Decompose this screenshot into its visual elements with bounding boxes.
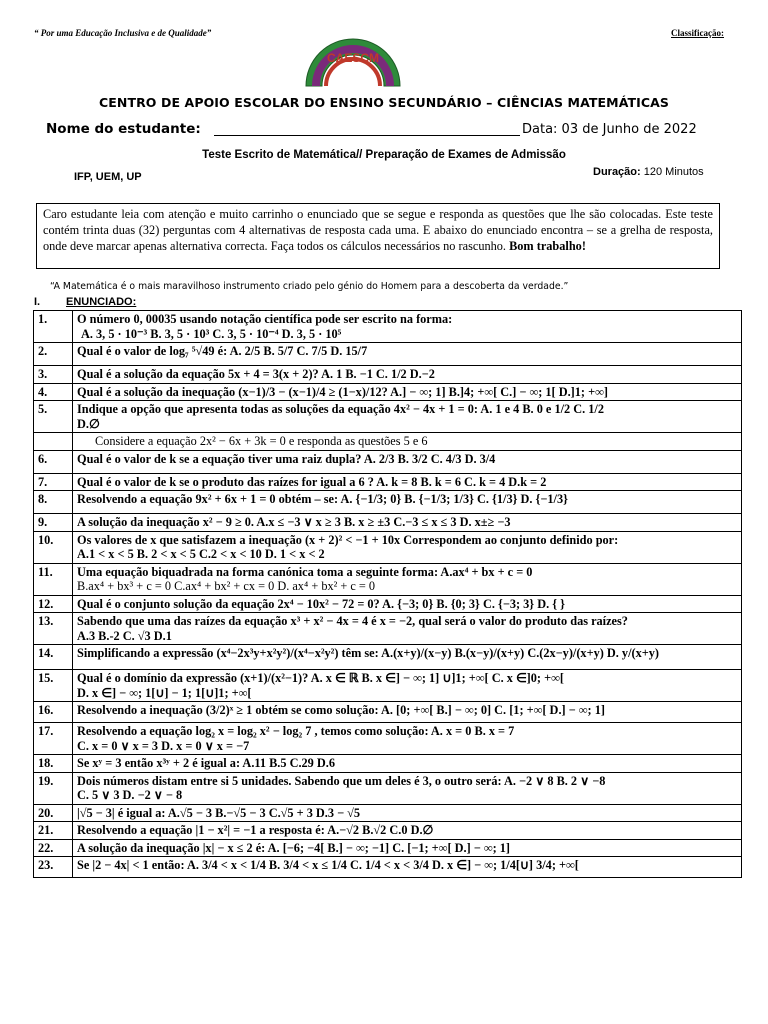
question-number: 20. [34,804,73,822]
table-row [34,311,742,343]
question-options: A. 3, 5 · 10⁻³ B. 3, 5 · 10³ C. 3, 5 · 10⁻⁴ D. 3, 5 · 10⁵ [81,326,342,341]
question-number: 11. [34,563,73,595]
question-text: Indique a opção que apresenta todas as soluções da equação 4x² − 4x + 1 = 0: A. 1 e 4 B. 0 e 1/2 C. 1/2 [77,402,604,416]
question-text: Qual é o valor de log₇ ⁵√49 é: A. 2/5 B. 5/7 C. 7/5 D. 15/7 [73,343,742,366]
question-number: 5. [34,401,73,433]
question-number: 8. [34,491,73,514]
question-text: Qual é o valor de k se a equação tiver uma raiz dupla? A. 2/3 B. 3/2 C. 4/3 D. 3/4 [73,450,742,473]
instructions-text: Caro estudante leia com atenção e muito carrinho o enunciado que se segue e responda as questões que lhe são colocadas. Este teste contém trinta duas (32) perguntas com 4 alternativas de resposta cada uma. E abaixo do enunciado encontra – se a grelha de resposta, onde deve marcar apenas alternativa correcta. Faça todos os cálculos necessários no rascunho. [43,207,713,253]
question-text: Os valores de x que satisfazem a inequação (x + 2)² < −1 + 10x Correspondem ao conjunto definido por: [77,532,619,547]
table-row [34,491,742,514]
question-number: 19. [34,772,73,804]
question-text: Resolvendo a equação 9x² + 6x + 1 = 0 obtém – se: A. {−1/3; 0} B. {−1/3; 1/3} C. {1/3} D. {−1/3} [73,491,742,514]
table-row [34,822,742,840]
question-cell [73,723,742,755]
question-number: 10. [34,531,73,563]
question-options: A.3 B.-2 C. √3 D.1 [77,628,172,643]
question-cell [73,531,742,563]
question-number: 6. [34,450,73,473]
question-text: A solução da inequação x² − 9 ≥ 0. A.x ≤ −3 ∨ x ≥ 3 B. x ≥ ±3 C.−3 ≤ x ≤ 3 D. x±≥ −3 [73,514,742,532]
section-number: I. [34,296,41,308]
question-text: Simplificando a expressão (x⁴−2x³y+x²y²)/(x⁴−x²y²) têm se: A.(x+y)/(x−y) B.(x−y)/(x+y) C.(2x−y)/(x+y) D. y/(x+y) [73,645,742,670]
student-name-field[interactable] [214,135,520,136]
question-number: 21. [34,822,73,840]
question-number: 4. [34,383,73,401]
table-row [34,772,742,804]
question-number: 7. [34,473,73,491]
question-text: Qual é o conjunto solução da equação 2x⁴ − 10x² − 72 = 0? A. {−3; 0} B. {0; 3} C. {−3; 3} D. { } [73,595,742,613]
table-row [34,343,742,366]
table-row [34,804,742,822]
date: Data: 03 de Junho de 2022 [522,122,697,137]
question-text: |√5 − 3| é igual a: A.√5 − 3 B.−√5 − 3 C.√5 + 3 D.3 − √5 [73,804,742,822]
question-text: Qual é a solução da inequação (x−1)/3 − (x−1)/4 ≥ (1−x)/12? A.] − ∞; 1] B.]4; +∞[ C.] − ∞; 1[ D.]1; +∞] [73,383,742,401]
table-row [34,702,742,723]
center-title: CENTRO DE APOIO ESCOLAR DO ENSINO SECUNDÁRIO – CIÊNCIAS MATEMÁTICAS [98,95,670,110]
table-row [34,366,742,384]
question-text: Qual é o domínio da expressão (x+1)/(x²−1)? A. x ∈ ℝ B. x ∈] − ∞; 1] ∪]1; +∞[ C. x ∈]0; +∞[ [77,671,564,685]
question-cell [73,563,742,595]
school-logo [298,28,408,90]
table-row [34,514,742,532]
instructions-box [36,203,720,269]
table-row [34,613,742,645]
question-text: Resolvendo a equação |1 − x²| = −1 a resposta é: A.−√2 B.√2 C.0 D.∅ [73,822,742,840]
question-text: Qual é a solução da equação 5x + 4 = 3(x + 2)? A. 1 B. −1 C. 1/2 D.−2 [73,366,742,384]
question-cell [73,401,742,433]
institutions: IFP, UEM, UP [74,171,142,183]
question-number [34,433,73,451]
table-row [34,433,742,451]
question-number: 17. [34,723,73,755]
question-cell [73,311,742,343]
question-cell [73,613,742,645]
question-text: Dois números distam entre si 5 unidades. Sabendo que um deles é 3, o outro será: A. −2 ∨ 8 B. 2 ∨ −8 [77,773,606,788]
duration-label: Duração: [593,166,641,178]
table-row [34,670,742,702]
duration [593,166,704,178]
questions-table [33,310,742,878]
classification-label: Classificação: [671,28,724,38]
table-row [34,595,742,613]
table-row [34,755,742,773]
question-text: A solução da inequação |x| − x ≤ 2 é: A. [−6; −4[ B.] − ∞; −1] C. [−1; +∞[ D.] − ∞; 1] [73,839,742,857]
question-number: 18. [34,755,73,773]
question-text: Se xʸ = 3 então x³ʸ + 2 é igual a: A.11 B.5 C.29 D.6 [73,755,742,773]
question-text: Sabendo que uma das raízes da equação x³ + x² − 4x = 4 é x = −2, qual será o valor do produto das raízes? [77,614,628,628]
question-number: 22. [34,839,73,857]
question-number: 16. [34,702,73,723]
question-cell [73,772,742,804]
motto: “ Por uma Educação Inclusiva e de Qualidade” [34,28,212,38]
table-row [34,723,742,755]
question-number: 14. [34,645,73,670]
question-number: 23. [34,857,73,878]
table-row [34,383,742,401]
section-title: ENUNCIADO: [66,296,137,308]
table-row [34,839,742,857]
table-row [34,473,742,491]
table-row [34,857,742,878]
question-number: 15. [34,670,73,702]
question-text: Qual é o valor de k se o produto das raízes for igual a 6 ? A. k = 8 B. k = 6 C. k = 4 D.k = 2 [73,473,742,491]
question-text: Uma equação biquadrada na forma canónica toma a seguinte forma: A.ax⁴ + bx + c = 0 [77,564,533,579]
question-text: Resolvendo a equação log₂ x = log₂ x² − log₂ 7 , temos como solução: A. x = 0 B. x = 7 [77,724,515,738]
question-number: 1. [34,311,73,343]
table-row [34,563,742,595]
question-options: C. 5 ∨ 3 D. −2 ∨ − 8 [77,788,183,802]
question-number: 2. [34,343,73,366]
duration-value: 120 Minutos [640,166,704,178]
question-text: Resolvendo a inequação (3/2)ˣ ≥ 1 obtém se como solução: A. [0; +∞[ B.] − ∞; 0] C. [1; +∞[ D.] − ∞; 1] [73,702,742,723]
table-row [34,450,742,473]
context-text: Considere a equação 2x² − 6x + 3k = 0 e responda as questões 5 e 6 [73,433,742,451]
logo-text: CAESCM [326,51,380,65]
question-options: A.1 < x < 5 B. 2 < x < 5 C.2 < x < 10 D. 1 < x < 2 [77,547,325,561]
question-options: D.∅ [77,416,100,431]
table-row [34,645,742,670]
question-number: 13. [34,613,73,645]
table-row [34,531,742,563]
question-number: 3. [34,366,73,384]
quote: “A Matemática é o mais maravilhoso instrumento criado pelo génio do Homem para a descoberta da verdade.” [50,281,569,292]
section-heading [34,296,136,308]
test-title: Teste Escrito de Matemática// Preparação de Exames de Admissão [202,149,566,161]
student-name-label: Nome do estudante: [46,121,201,137]
question-number: 9. [34,514,73,532]
question-text: O número 0, 00035 usando notação científica pode ser escrito na forma: [77,312,453,326]
question-options: D. x ∈] − ∞; 1[∪] − 1; 1[∪]1; +∞[ [77,685,252,700]
question-text: Se |2 − 4x| < 1 então: A. 3/4 < x < 1/4 B. 3/4 < x ≤ 1/4 C. 1/4 < x < 3/4 D. x ∈] − ∞; 1/4[∪] 3/4; +∞[ [73,857,742,878]
question-options: B.ax⁴ + bx³ + c = 0 C.ax⁴ + bx² + cx = 0 D. ax⁴ + bx² + c = 0 [77,579,376,593]
instructions-closing: Bom trabalho! [509,239,586,253]
question-options: C. x = 0 ∨ x = 3 D. x = 0 ∨ x = −7 [77,738,250,753]
question-cell [73,670,742,702]
question-number: 12. [34,595,73,613]
table-row [34,401,742,433]
